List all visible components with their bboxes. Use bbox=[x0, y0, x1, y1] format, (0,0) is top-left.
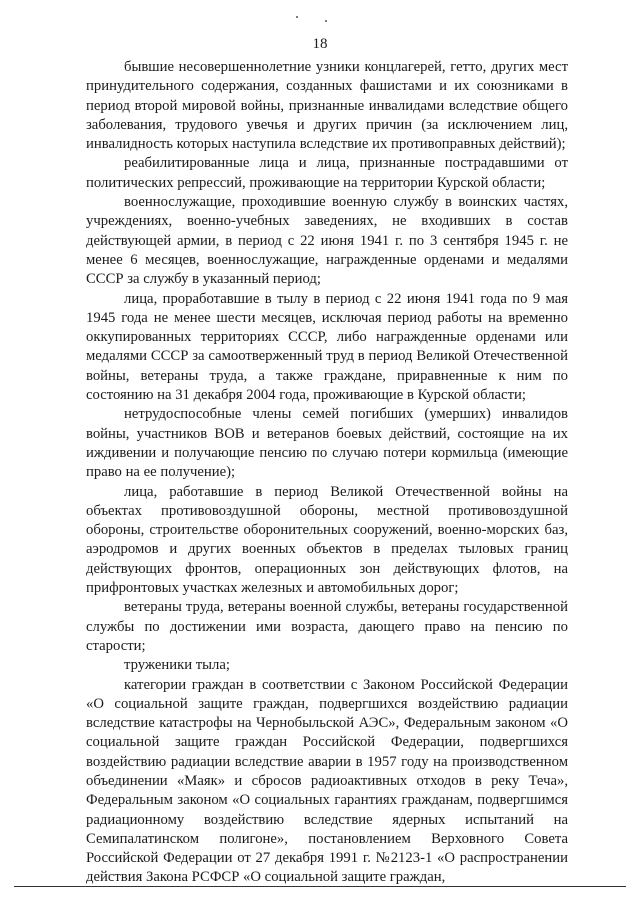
scan-speck bbox=[296, 16, 298, 18]
paragraph: лица, работавшие в период Великой Отечественной войны на объектах противовоздушной обороны, местной противовоздушной обороны, строительстве оборонительных сооружений, военно-морских баз, аэродромов и других военных объектов в пределах тыловых границ действующих фронтов, операционных зон действующих флотов, на прифронтовых участках железных и автомобильных дорог; bbox=[86, 483, 568, 597]
paragraph: категории граждан в соответствии с Законом Российской Федерации «О социальной защите граждан, подвергшихся воздействию радиации вследствие катастрофы на Чернобыльской АЭС», Федеральным законом «О социальной защите граждан Российской Федерации, подвергшихся воздействию радиации вследствие аварии в 1957 году на производственном объединении «Маяк» и сбросов радиоактивных отходов в реку Теча», Федеральным законом «О социальных гарантиях гражданам, подвергшимся радиационному воздействию вследствие ядерных испытаний на Семипалатинском полигоне», постановлением Верховного Совета Российской Федерации от 27 декабря 1991 г. №2123-1 «О распространении действия Закона РСФСР «О социальной защите граждан, bbox=[86, 676, 568, 886]
paragraph: военнослужащие, проходившие военную службу в воинских частях, учреждениях, военно-учебных заведениях, не входивших в состав действующей армии, в период с 22 июня 1941 г. по 3 сентября 1945 г. не менее 6 месяцев, военнослужащие, награжденные орденами и медалями СССР за службу в указанный период; bbox=[86, 194, 568, 288]
scan-speck bbox=[325, 20, 327, 22]
page-number: 18 bbox=[312, 36, 328, 52]
paragraph: труженики тыла; bbox=[124, 657, 230, 674]
document-body bbox=[86, 58, 568, 888]
bottom-scan-edge-line bbox=[14, 886, 626, 887]
scan-specks bbox=[0, 14, 640, 24]
paragraph: ветераны труда, ветераны военной службы, ветераны государственной службы по достижении ими возраста, дающего право на пенсию по старости; bbox=[86, 599, 568, 654]
paragraph: бывшие несовершеннолетние узники концлагерей, гетто, других мест принудительного содержания, созданных фашистами и их союзниками в период второй мировой войны, признанные инвалидами вследствие общего заболевания, трудового увечья и других причин (за исключением лиц, инвалидность которых наступила вследствие их противоправных действий); bbox=[86, 59, 568, 153]
paragraph: реабилитированные лица и лица, признанные пострадавшими от политических репрессий, проживающие на территории Курской области; bbox=[86, 155, 568, 191]
paragraph: лица, проработавшие в тылу в период с 22 июня 1941 года по 9 мая 1945 года не менее шести месяцев, исключая период работы на временно оккупированных территориях СССР, либо награжденные орденами или медалями СССР за самоотверженный труд в период Великой Отечественной войны, ветераны труда, а также граждане, приравненные к ним по состоянию на 31 декабря 2004 года, проживающие в Курской области; bbox=[86, 290, 568, 404]
paragraph: нетрудоспособные члены семей погибших (умерших) инвалидов войны, участников ВОВ и ветеранов боевых действий, состоящие на их иждивении и получающие пенсию по случаю потери кормильца (имеющие право на ее получение); bbox=[86, 406, 568, 481]
